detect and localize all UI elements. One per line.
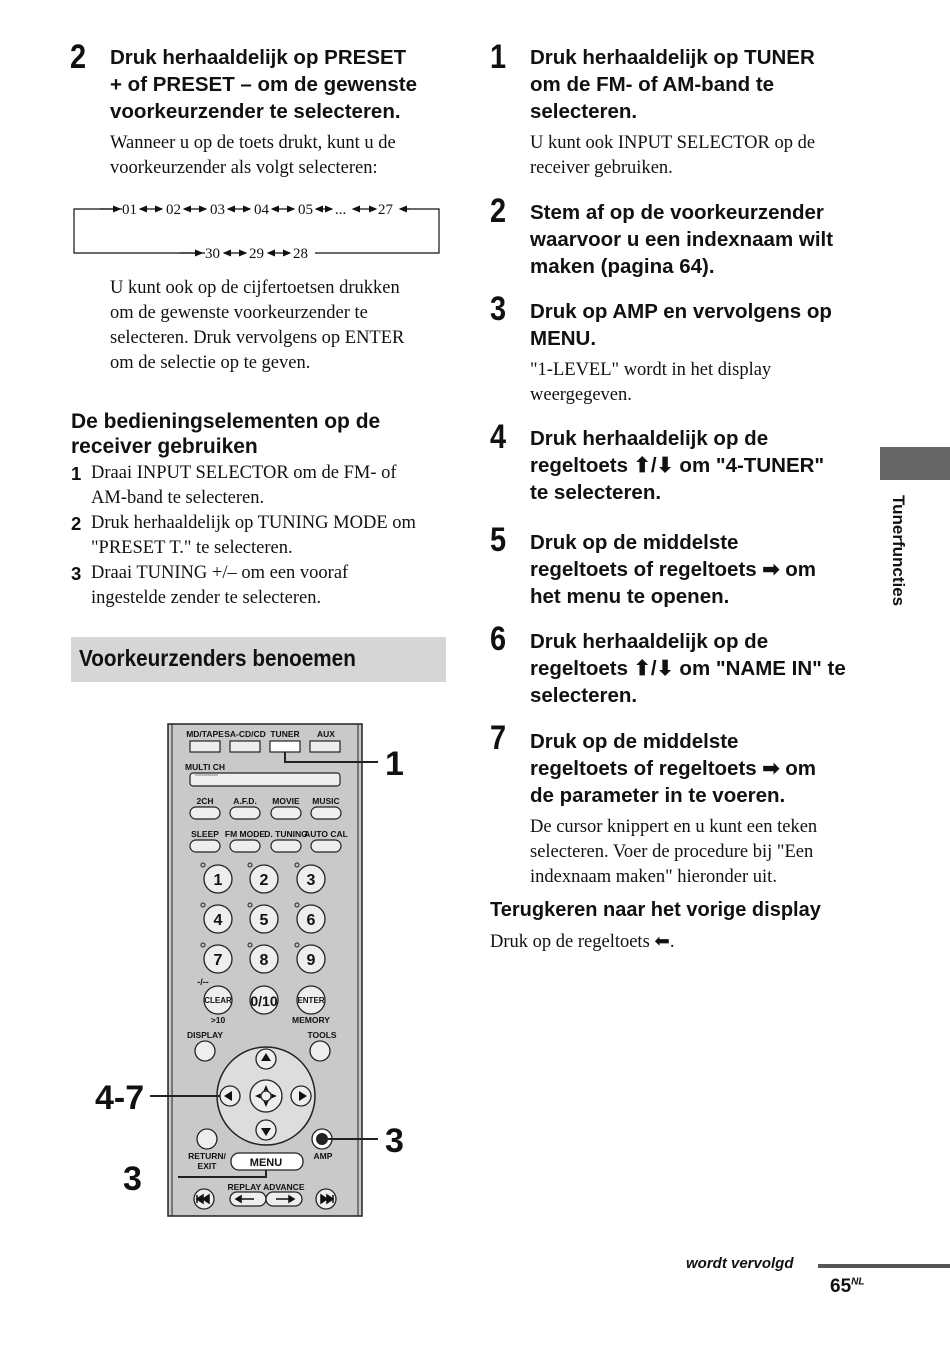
digit-1-label: 1 — [213, 872, 223, 889]
preset-28: 28 — [293, 246, 308, 262]
label-md-tape: MD/TAPE — [186, 729, 224, 739]
afd-button[interactable] — [230, 807, 260, 819]
memory-label: MEMORY — [292, 1015, 330, 1025]
fm-mode-button[interactable] — [230, 840, 260, 852]
left-step-2-body: Wanneer u op de toets drukt, kunt u de voorkeurzender als volgt selecteren: — [110, 133, 396, 178]
right-step-6-number: 6 — [490, 620, 507, 658]
preset-29: 29 — [249, 246, 264, 262]
left-step-2-title: Druk herhaaldelijk op PRESET + of PRESET – om de gewenste voorkeurzender te selecteren. — [110, 46, 418, 123]
digit-6-label: 6 — [306, 912, 316, 929]
dash-label: -/-- — [197, 977, 209, 987]
callout-3-right: 3 — [385, 1122, 404, 1160]
continued-label: wordt vervolgd — [686, 1255, 794, 1272]
right-step-5-number: 5 — [490, 521, 507, 559]
left-step-2-number: 2 — [70, 38, 87, 76]
preset-30: 30 — [205, 246, 220, 262]
label-auto-cal: AUTO CAL — [304, 829, 348, 839]
return-body: Druk op de regeltoets ⬅. — [490, 932, 675, 952]
digit-8-label: 8 — [259, 952, 269, 969]
callout-1: 1 — [385, 745, 404, 783]
tools-label: TOOLS — [307, 1030, 337, 1040]
right-step-7-body: De cursor knippert en u kunt een teken selecteren. Voer de procedure bij "Een indexnaam maken" hieronder uit. — [530, 817, 818, 887]
right-step-4-number: 4 — [490, 418, 507, 456]
label-d-tuning: D. TUNING — [264, 829, 308, 839]
replay-advance-label: REPLAY ADVANCE — [227, 1182, 305, 1192]
md-tape-button[interactable] — [190, 741, 220, 752]
preset-01: 01 — [122, 202, 137, 218]
label-tuner: TUNER — [270, 729, 300, 739]
label-movie: MOVIE — [272, 796, 300, 806]
preset-cycle-diagram — [70, 196, 445, 264]
music-button[interactable] — [311, 807, 341, 819]
remote-control-illustration — [90, 722, 420, 1217]
left-after-cycle-body: U kunt ook op de cijfertoetsen drukken om de gewenste voorkeurzender te selecteren. Druk vervolgens op ENTER om de selectie op te geven. — [110, 278, 405, 373]
right-step-6-title: Druk herhaaldelijk op de regeltoets ⬆/⬇ om "NAME IN" te selecteren. — [530, 630, 846, 707]
preset-ellipsis: ... — [335, 202, 347, 218]
side-tab-marker — [880, 447, 950, 480]
display-button[interactable] — [195, 1041, 215, 1061]
tuner-button[interactable] — [270, 741, 300, 752]
digit-5-label: 5 — [259, 912, 269, 929]
digit-3-label: 3 — [306, 872, 316, 889]
label-sacd-cd: SA-CD/CD — [224, 729, 266, 739]
amp-label: AMP — [313, 1151, 333, 1161]
movie-button[interactable] — [271, 807, 301, 819]
continued-rule — [818, 1264, 950, 1268]
right-step-1-body: U kunt ook INPUT SELECTOR op de receiver gebruiken. — [530, 133, 816, 178]
right-step-3-number: 3 — [490, 290, 507, 328]
enter-label: ENTER — [297, 996, 325, 1005]
page-number: $65^{NL}$ — [830, 1276, 865, 1297]
label-2ch: 2CH — [196, 796, 214, 806]
right-step-2-title: Stem af op de voorkeurzender waarvoor u een indexnaam wilt maken (pagina 64). — [530, 201, 834, 278]
digit-2-label: 2 — [259, 872, 269, 889]
right-step-7-title: Druk op de middelste regeltoets of regeltoets ➡ om de parameter in te voeren. — [530, 730, 817, 807]
label-afd: A.F.D. — [233, 796, 257, 806]
display-label: DISPLAY — [186, 1030, 224, 1040]
right-step-4-title: Druk herhaaldelijk op de regeltoets ⬆/⬇ om "4-TUNER" te selecteren. — [530, 427, 825, 504]
right-step-3-title: Druk op AMP en vervolgens op MENU. — [530, 300, 832, 350]
right-step-2-number: 2 — [490, 192, 507, 230]
receiver-item-2: 2 Druk herhaaldelijk op TUNING MODE om "PRESET T." te selecteren. — [71, 513, 416, 558]
callout-3-left: 3 — [123, 1160, 142, 1198]
return-label-2: EXIT — [197, 1161, 217, 1171]
gt10-label: >10 — [210, 1015, 226, 1025]
receiver-section-heading: De bedieningselementen op de receiver gebruiken — [71, 410, 381, 458]
label-multi-ch: MULTI CH — [185, 762, 225, 772]
zero-label: 0/10 — [250, 993, 278, 1009]
preset-05: 05 — [298, 202, 313, 218]
right-step-1-number: 1 — [490, 38, 507, 76]
right-step-5-title: Druk op de middelste regeltoets of regeltoets ➡ om het menu te openen. — [530, 531, 817, 608]
tools-button[interactable] — [310, 1041, 330, 1061]
auto-cal-button[interactable] — [311, 840, 341, 852]
2ch-button[interactable] — [190, 807, 220, 819]
preset-27: 27 — [378, 202, 393, 218]
side-tab-label: Tunerfuncties — [889, 495, 908, 607]
right-step-1-title: Druk herhaaldelijk op TUNER om de FM- of AM-band te selecteren. — [530, 46, 815, 123]
label-aux: AUX — [317, 729, 335, 739]
receiver-item-3: 3 Draai TUNING +/– om een vooraf ingestelde zender te selecteren. — [71, 563, 349, 608]
preset-03: 03 — [210, 202, 225, 218]
return-exit-button[interactable] — [197, 1129, 217, 1149]
digit-4-label: 4 — [213, 912, 223, 929]
section-banner: Voorkeurzenders benoemen — [71, 637, 446, 682]
menu-label: MENU — [249, 1157, 283, 1169]
digit-7-label: 7 — [213, 952, 223, 969]
right-step-3-body: "1-LEVEL" wordt in het display weergegeven. — [530, 360, 772, 405]
center-button[interactable] — [250, 1080, 282, 1112]
d-tuning-button[interactable] — [271, 840, 301, 852]
aux-button[interactable] — [310, 741, 340, 752]
sleep-button[interactable] — [190, 840, 220, 852]
preset-02: 02 — [166, 202, 181, 218]
preset-04: 04 — [254, 202, 269, 218]
return-label-1: RETURN/ — [188, 1151, 226, 1161]
label-fm-mode: FM MODE — [224, 829, 266, 839]
receiver-item-1: 1 Draai INPUT SELECTOR om de FM- of AM-band te selecteren. — [71, 463, 397, 508]
right-step-7-number: 7 — [490, 719, 507, 757]
return-heading: Terugkeren naar het vorige display — [490, 899, 821, 921]
callout-4-7: 4-7 — [95, 1079, 145, 1117]
sacd-cd-button[interactable] — [230, 741, 260, 752]
label-music: MUSIC — [312, 796, 340, 806]
digit-9-label: 9 — [306, 952, 316, 969]
label-sleep: SLEEP — [191, 829, 219, 839]
clear-label: CLEAR — [204, 996, 232, 1005]
